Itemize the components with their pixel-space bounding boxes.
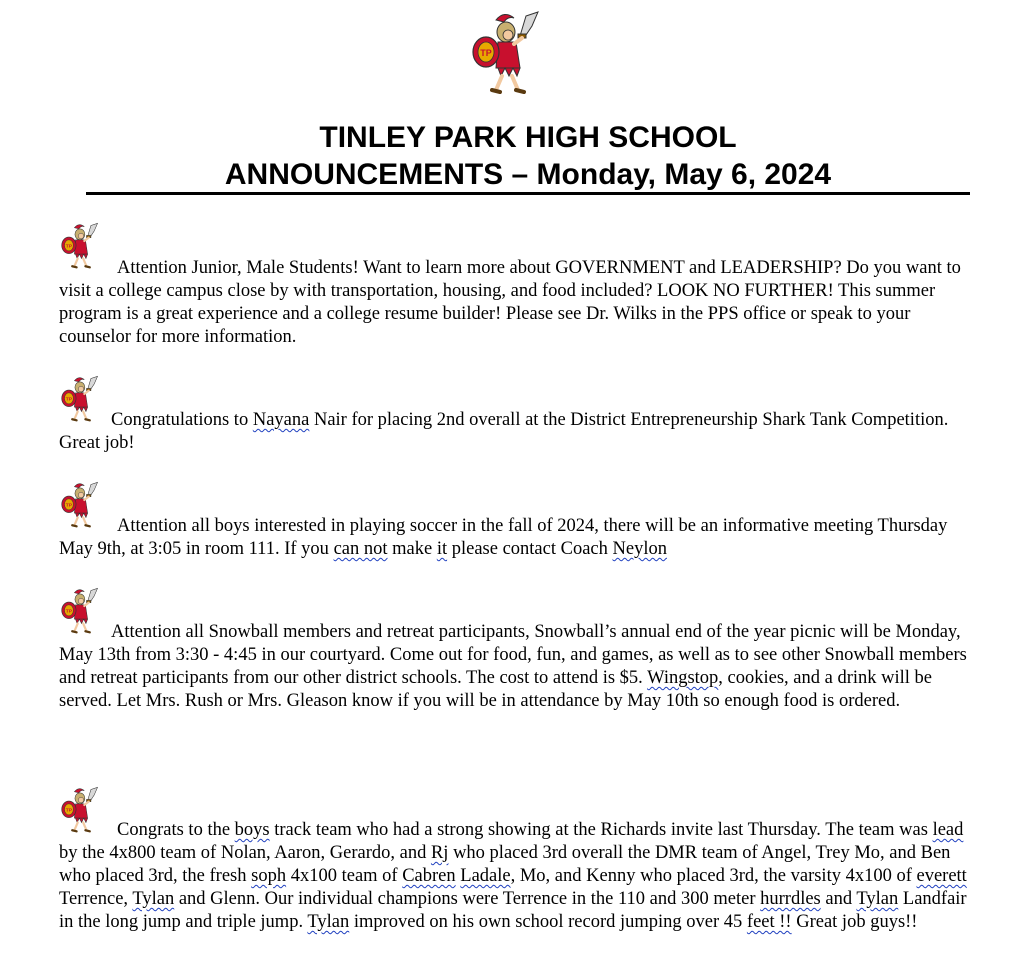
school-title: TINLEY PARK HIGH SCHOOL <box>319 121 737 154</box>
announcement-5 <box>59 786 971 934</box>
announcement-2 <box>59 375 971 455</box>
announcement-3 <box>59 481 971 561</box>
title-divider <box>86 192 970 195</box>
announcement-text: Attention all Snowball members and retreat participants, Snowball’s annual end of the year picnic will be Monday, May 13th from 3:30 - 4:45 in our courtyard. Come out for food, fun, and games, as well as to see other Snowball members and retreat participants from our other district schools. The cost to attend is $5. Wingstop, cookies, and a drink will be served. Let Mrs. Rush or Mrs. Gleason know if you will be in attendance by May 10th so enough food is ordered. <box>59 622 967 711</box>
announcement-4 <box>59 587 971 713</box>
titan-mascot-icon <box>59 587 103 637</box>
announcement-text: Congratulations to Nayana Nair for placing 2nd overall at the District Entrepreneurship Shark Tank Competition. Great job! <box>59 410 949 453</box>
titan-mascot-icon <box>59 375 103 425</box>
announcement-1 <box>59 222 971 349</box>
titan-mascot-icon <box>59 786 103 836</box>
announcement-text: Attention Junior, Male Students! Want to learn more about GOVERNMENT and LEADERSHIP? Do you want to visit a college campus close by with transportation, housing, and food included? LOOK NO FURTHER! This summer program is a great experience and a college resume builder! Please see Dr. Wilks in the PPS office or speak to your counselor for more information. <box>59 258 961 347</box>
titan-mascot-icon <box>59 222 103 272</box>
announcements-date-title: ANNOUNCEMENTS – Monday, May 6, 2024 <box>224 158 832 191</box>
announcement-text: Congrats to the boys track team who had a strong showing at the Richards invite last Thursday. The team was lead by the 4x800 team of Nolan, Aaron, Gerardo, and Rj who placed 3rd overall the DMR team of Angel, Trey Mo, and Ben who placed 3rd, the fresh soph 4x100 team of Cabren Ladale, Mo, and Kenny who placed 3rd, the varsity 4x100 of everett Terrence, Tylan and Glenn. Our individual champions were Terrence in the 110 and 300 meter hurrdles and Tylan Landfair in the long jump and triple jump. Tylan improved on his own school record jumping over 45 feet !! Great job guys!! <box>59 820 967 932</box>
announcement-text: Attention all boys interested in playing soccer in the fall of 2024, there will be an informative meeting Thursday May 9th, at 3:05 in room 111. If you can not make it please contact Coach Neylon <box>59 516 948 559</box>
titan-mascot-logo <box>468 10 548 100</box>
titan-mascot-icon <box>59 481 103 531</box>
